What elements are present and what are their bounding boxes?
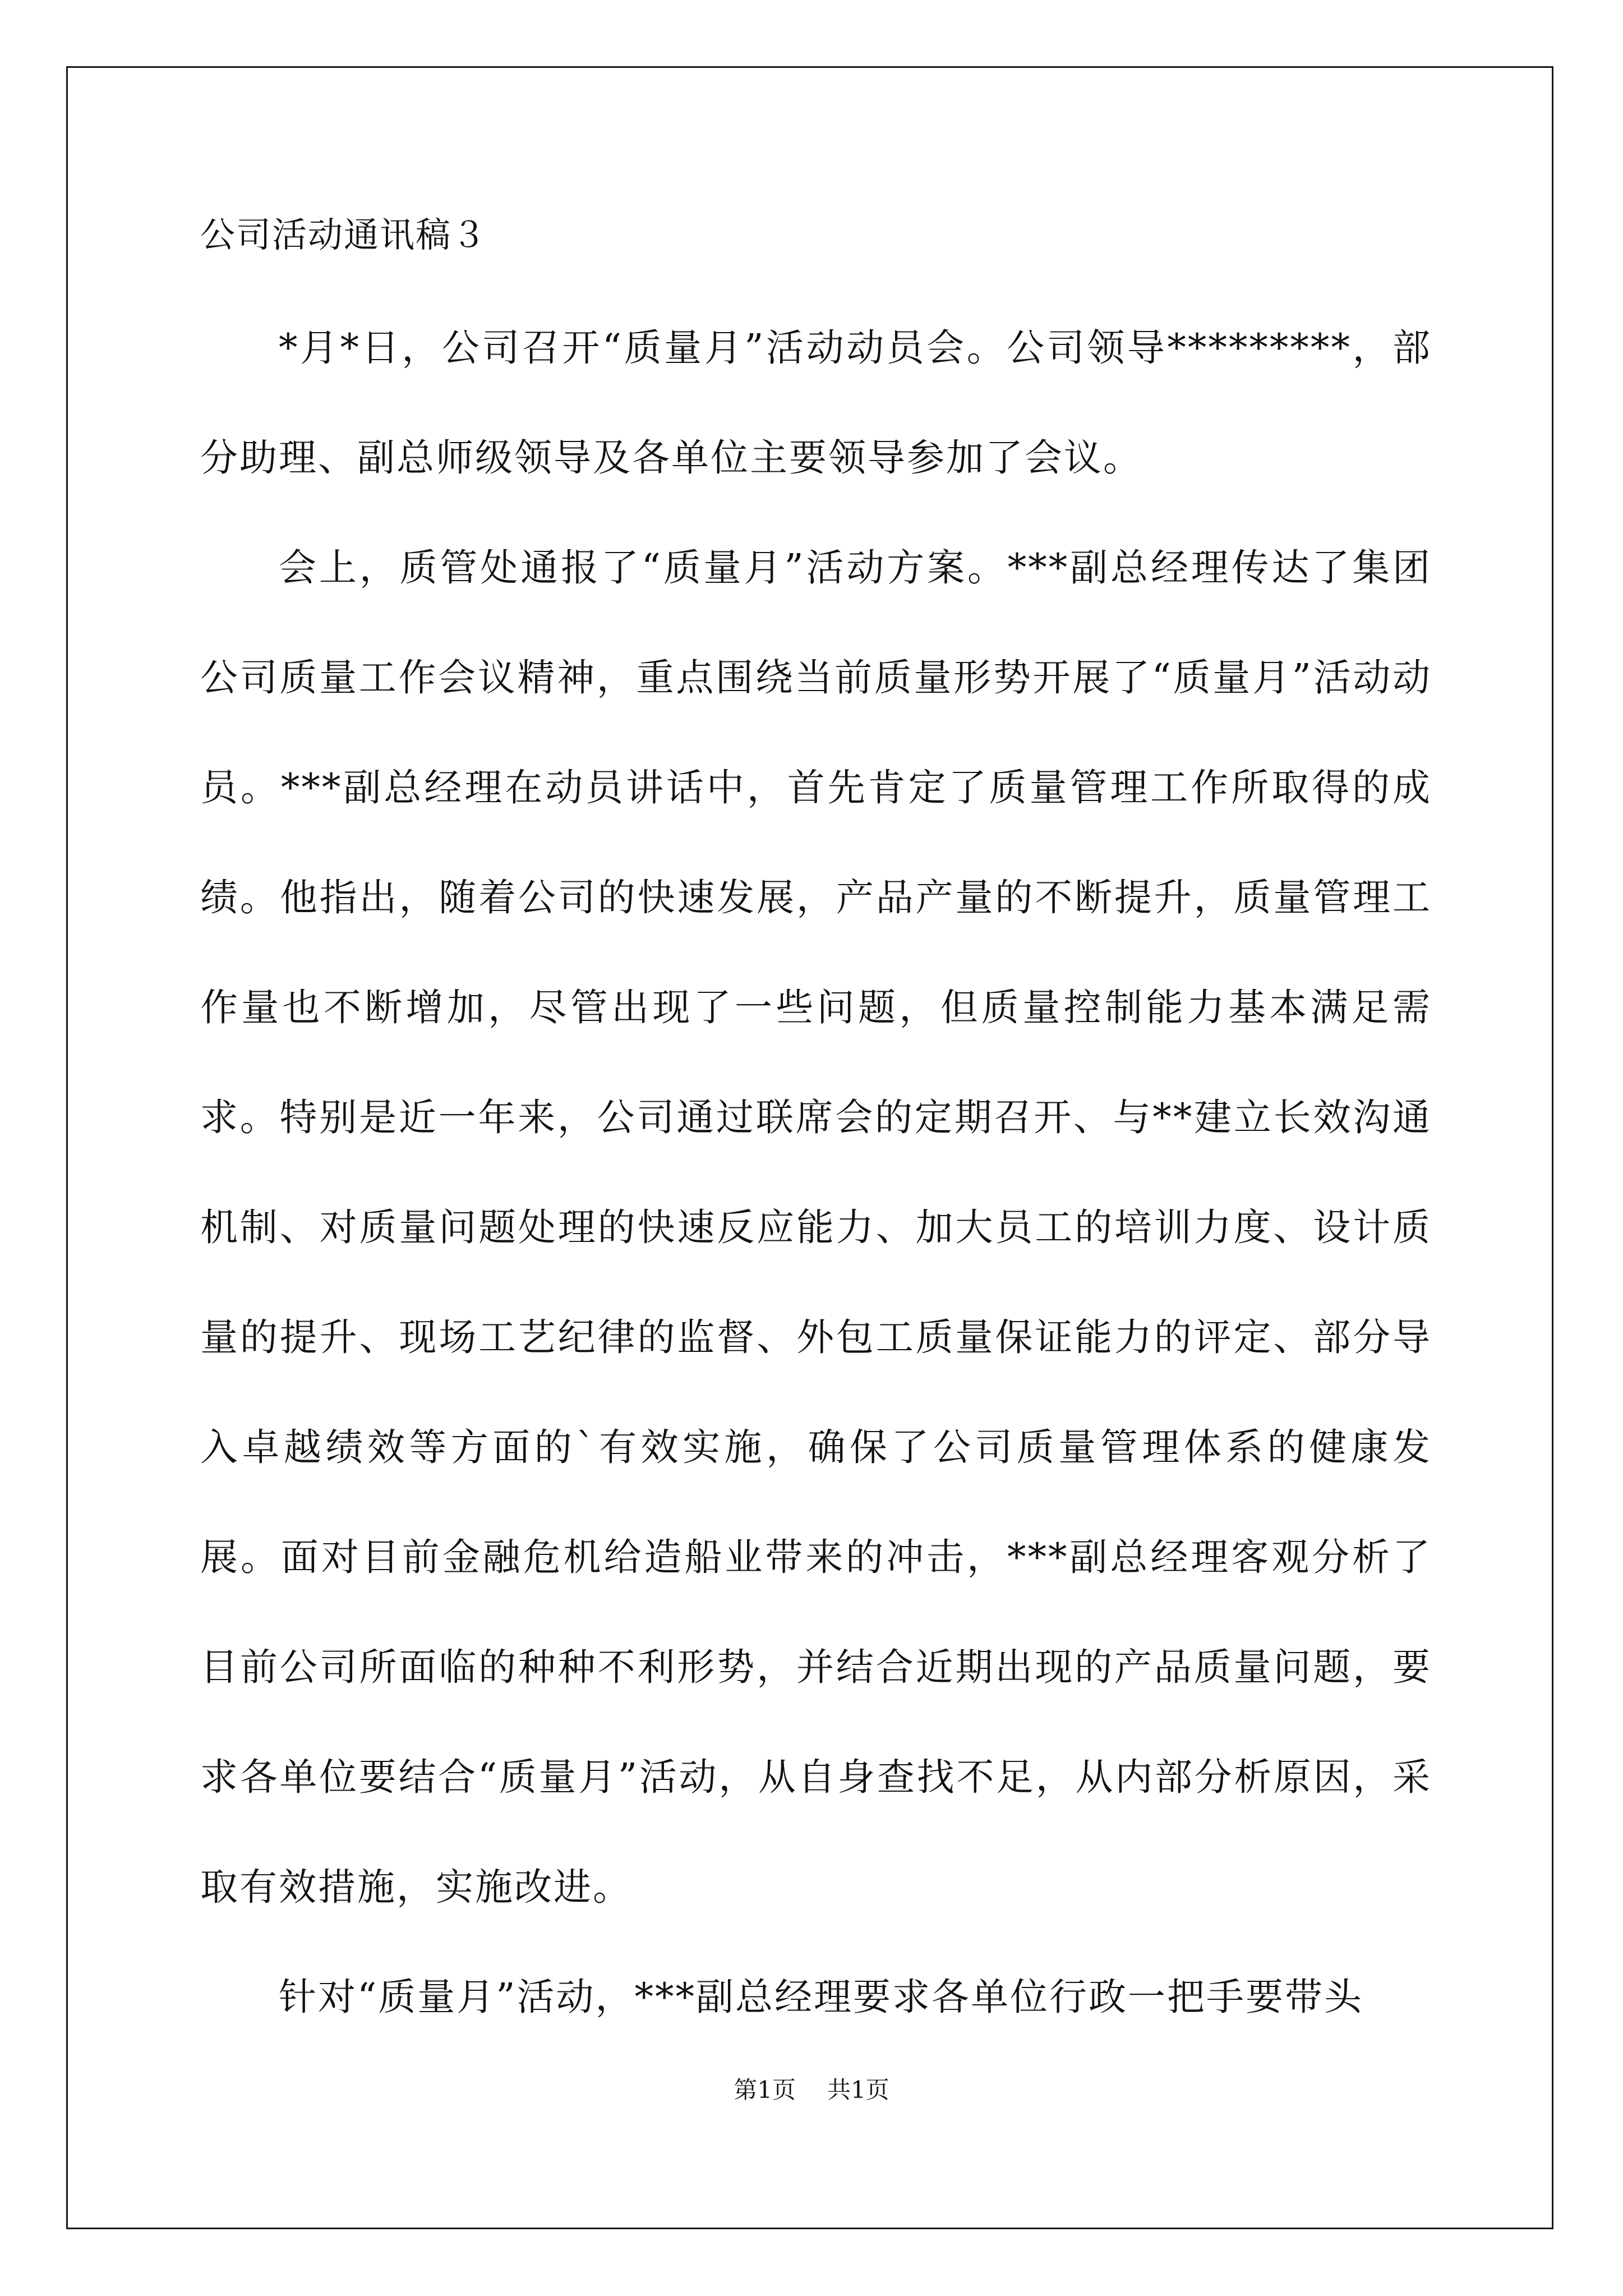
page-number-current: 第1页 (734, 2076, 796, 2104)
paragraph-2: 会上，质管处通报了“质量月”活动方案。***副总经理传达了集团公司质量工作会议精神，重点围绕当前质量形势开展了“质量月”活动动员。***副总经理在动员讲话中，首先肯定了质量管理工作所取得的成绩。他指出，随着公司的快速发展，产品产量的不断提升，质量管理工作量也不断增加，尽管出现了一些问题，但质量控制能力基本满足需求。特别是近一年来，公司通过联席会的定期召开、与**建立长效沟通机制、对质量问题处理的快速反应能力、加大员工的培训力度、设计质量的提升、现场工艺纪律的监督、外包工质量保证能力的评定、部分导入卓越绩效等方面的`有效实施，确保了公司质量管理体系的健康发展。面对目前金融危机给造船业带来的冲击，***副总经理客观分析了目前公司所面临的种种不利形势，并结合近期出现的产品质量问题，要求各单位要结合“质量月”活动，从自身查找不足，从内部分析原因，采取有效措施，实施改进。 (200, 546, 1432, 1909)
document-body (200, 293, 1432, 2052)
page-number-total: 共1页 (827, 2076, 889, 2104)
paragraph-3: 针对“质量月”活动，***副总经理要求各单位行政一把手要带头 (279, 1975, 1364, 2019)
document-title: 公司活动通讯稿３ (200, 214, 488, 255)
page-footer (0, 2078, 1623, 2102)
paragraph-1: *月*日，公司召开“质量月”活动动员会。公司领导*********，部分助理、副总师级领导及各单位主要领导参加了会议。 (200, 326, 1432, 480)
